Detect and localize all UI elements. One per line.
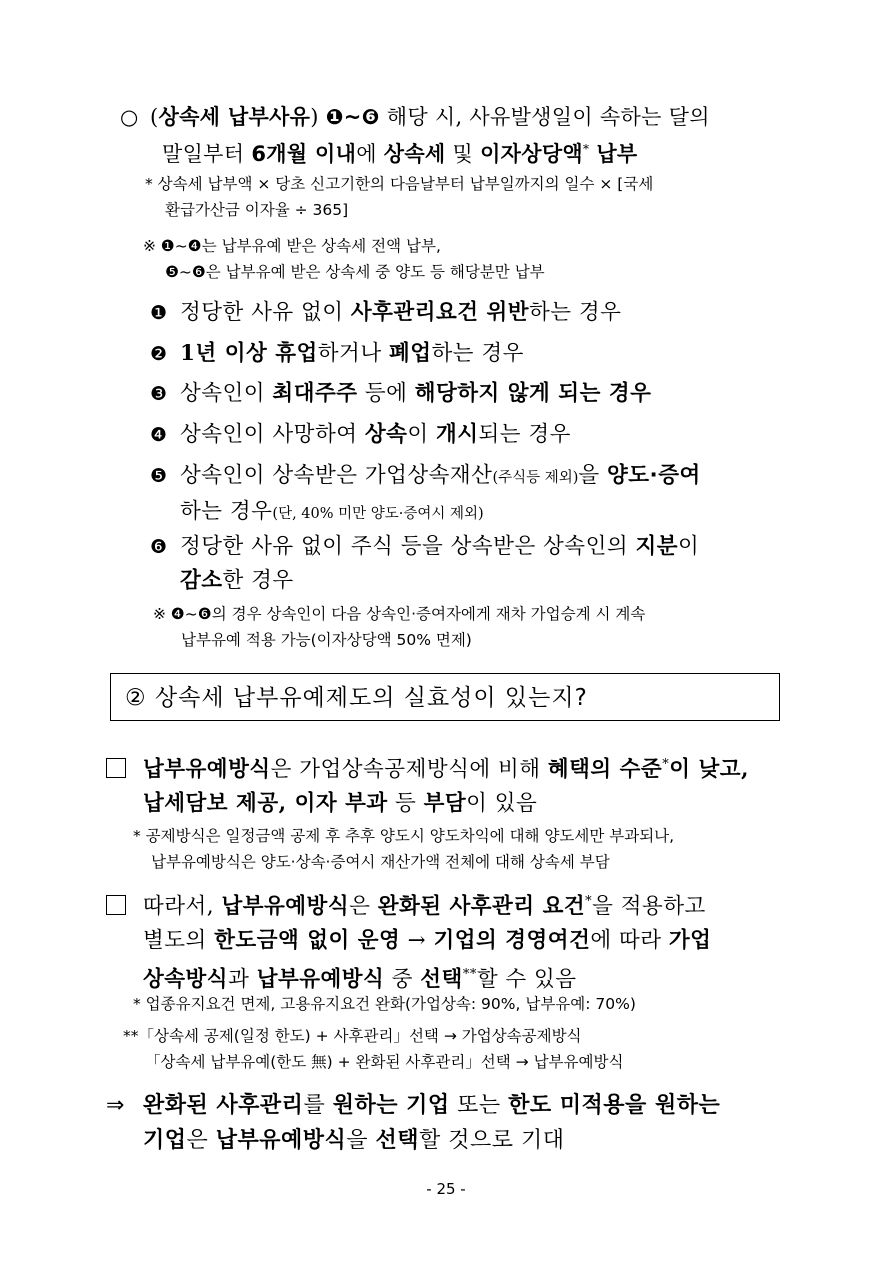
heading-paren-close: ): [310, 105, 319, 129]
item-number: ❷: [150, 343, 168, 365]
intro-pay: 납부: [596, 142, 638, 166]
conclusion-text: 를: [303, 1093, 333, 1118]
para-bold: 부담: [423, 791, 467, 817]
para-text: 할 수 있음: [476, 967, 577, 993]
para-text: 과: [228, 967, 257, 993]
item-bold: 상속: [364, 422, 408, 447]
item-text: 등에: [357, 381, 415, 406]
item-number: ❶: [150, 302, 168, 324]
item-number: ❻: [150, 536, 168, 558]
para-bold: 납부유예방식: [221, 894, 350, 920]
bullet-circle: ○: [120, 105, 139, 129]
item-bold: 최대주주: [272, 381, 358, 406]
footnote-scope-line1: ※ ❶~❹는 납부유예 받은 상속세 전액 납부,: [143, 237, 441, 255]
para-text: 등: [387, 791, 424, 817]
footnote-interest-line1: * 상속세 납부액 × 당초 신고기한의 다음날부터 납부일까지의 일수 × [국세: [145, 175, 654, 193]
intro-tax: 상속세: [383, 142, 446, 166]
item-small: (단, 40% 미만 양도·증여시 제외): [272, 506, 484, 522]
item-bold: 지분: [635, 534, 678, 559]
conclusion-bold: 기업: [143, 1127, 187, 1153]
conclusion-text: 또는: [449, 1093, 509, 1118]
para-bold: 선택: [420, 967, 463, 993]
para-text: 을 적용하고: [592, 894, 706, 920]
footnote-method-line2: 납부유예방식은 양도·상속·증여시 재산가액 전체에 대해 상속세 부담: [151, 853, 610, 871]
item-bold: 사후관리요건 위반: [350, 300, 530, 325]
item-text: 하는 경우: [180, 499, 273, 524]
intro-interest: 이자상당액: [480, 142, 584, 166]
item-text: 되는 경우: [478, 422, 571, 447]
item-text: 정당한 사유 없이 주식 등을 상속받은 상속인의: [180, 534, 636, 559]
para-text: 중: [384, 967, 421, 993]
item-1: [150, 296, 790, 330]
item-text: 하는 경우: [529, 300, 622, 325]
intro-period: 6개월 이내: [251, 142, 357, 166]
conclusion-bold: 선택: [375, 1127, 420, 1153]
para-bold: 기업의 경영여건: [433, 928, 591, 954]
para-text: 은 가업상속공제방식에 비해: [270, 757, 548, 783]
conclusion-bold: 원하는 기업: [332, 1092, 450, 1118]
para-text: 에 따라: [590, 928, 669, 954]
section-title-box: [110, 673, 780, 721]
intro-text3: 에: [356, 142, 384, 166]
para-star: *: [662, 757, 670, 772]
footnote-method: [133, 823, 793, 875]
intro-heading: 상속세 납부사유: [158, 105, 311, 129]
square-bullet-icon: [106, 758, 126, 778]
item-number: ❸: [150, 383, 168, 405]
intro-paragraph: [120, 101, 788, 170]
item-bold: 해당하지 않게 되는 경우: [414, 381, 652, 406]
intro-text1: 해당 시, 사유발생일이 속하는 달의: [379, 105, 710, 129]
item-text: 을: [578, 463, 608, 488]
footnote-scope: [143, 233, 793, 285]
conclusion-bold: 완화된 사후관리: [143, 1092, 304, 1118]
item-text: 정당한 사유 없이: [180, 300, 351, 325]
item-6: [150, 530, 790, 598]
para-bold: 가업: [668, 928, 712, 954]
item-number: ❺: [150, 465, 168, 487]
item-text: 상속인이: [180, 381, 273, 406]
heading-paren-open: (: [150, 105, 159, 129]
item-bold: 폐업: [388, 341, 432, 366]
footnote-continue: [153, 601, 793, 653]
square-bullet-icon: [106, 895, 126, 915]
para-text: 별도의: [143, 928, 215, 954]
item-text: 하는 경우: [431, 341, 524, 366]
conclusion-bold: 납부유예방식: [215, 1127, 347, 1153]
conclusion-text: 은: [186, 1128, 216, 1153]
intro-range: ❶~❻: [325, 105, 380, 129]
footnote-continue-line2: 납부유예 적용 가능(이자상당액 50% 면제): [181, 631, 472, 649]
footnote-scope-line2: ❺~❻은 납부유예 받은 상속세 중 양도 등 해당분만 납부: [165, 263, 545, 281]
para-bold: 혜택의 수준: [547, 757, 663, 783]
item-bold: 양도·증여: [607, 463, 701, 488]
page-number: - 25 -: [426, 1180, 466, 1198]
footnote-method-line1: * 공제방식은 일정금액 공제 후 추후 양도시 양도차익에 대해 양도세만 부과되나,: [133, 827, 675, 845]
para-bold: 상속방식: [143, 967, 229, 993]
item-text: 하거나: [317, 341, 389, 366]
footnote-choice-line2: 「상속세 납부유예(한도 無) + 완화된 사후관리」선택 → 납부유예방식: [145, 1053, 624, 1071]
para-text: 은: [349, 894, 378, 920]
para-bold: 납부유예방식: [256, 967, 385, 993]
item-5: [150, 459, 790, 531]
para-text: 이 있음: [466, 791, 538, 817]
item-2: [150, 337, 790, 371]
paragraph-1: [106, 748, 791, 821]
footnote-interest: [145, 171, 795, 223]
conclusion-bold: 한도 미적용을 원하는: [508, 1092, 721, 1118]
item-text: 상속인이 사망하여: [180, 422, 365, 447]
item-bold: 개시: [435, 422, 479, 447]
para-text: 따라서,: [143, 894, 222, 920]
implies-arrow-icon: ⇒: [106, 1093, 125, 1118]
para-bold: 납부유예방식: [143, 757, 271, 783]
conclusion-text: 을: [346, 1128, 376, 1153]
item-4: [150, 418, 790, 452]
item-text: 상속인이 상속받은 가업상속재산: [180, 463, 493, 488]
item-text: 한 경우: [222, 568, 294, 593]
para-bold: 납세담보 제공, 이자 부과: [143, 791, 388, 817]
item-text: 이: [678, 534, 700, 559]
para-bold: 한도금액 없이 운영: [214, 928, 401, 954]
item-bold: 감소: [180, 568, 223, 593]
para-star: **: [462, 967, 477, 983]
footnote-choice: [123, 1023, 793, 1075]
item-bold: 1년 이상 휴업: [180, 341, 318, 366]
footnote-choice-line1: **「상속세 공제(일정 한도) + 사후관리」선택 → 가업상속공제방식: [123, 1027, 582, 1045]
item-number: ❹: [150, 424, 168, 446]
conclusion-text: 할 것으로 기대: [419, 1128, 565, 1153]
item-small: (주식등 제외): [492, 470, 579, 486]
item-text: 이: [407, 422, 436, 447]
footnote-interest-line2: 환급가산금 이자율 ÷ 365]: [165, 201, 349, 219]
conclusion: [106, 1088, 791, 1158]
footnote-relief: * 업종유지요건 면제, 고용유지요건 완화(가업상속: 90%, 납부유예: 70%): [133, 995, 636, 1013]
paragraph-2: [106, 885, 791, 997]
section-title: ② 상속세 납부유예제도의 실효성이 있는지?: [125, 685, 588, 711]
intro-star: *: [583, 142, 590, 156]
intro-text2: 말일부터: [162, 142, 252, 166]
para-bold: 이 낮고,: [669, 757, 749, 783]
footnote-continue-line1: ※ ❹~❻의 경우 상속인이 다음 상속인·증여자에게 재차 가업승계 시 계속: [153, 605, 646, 623]
intro-text4: 및: [445, 142, 481, 166]
item-3: [150, 377, 790, 411]
para-star: *: [585, 894, 593, 909]
para-text: →: [400, 928, 434, 954]
para-bold: 완화된 사후관리 요건: [377, 894, 586, 920]
